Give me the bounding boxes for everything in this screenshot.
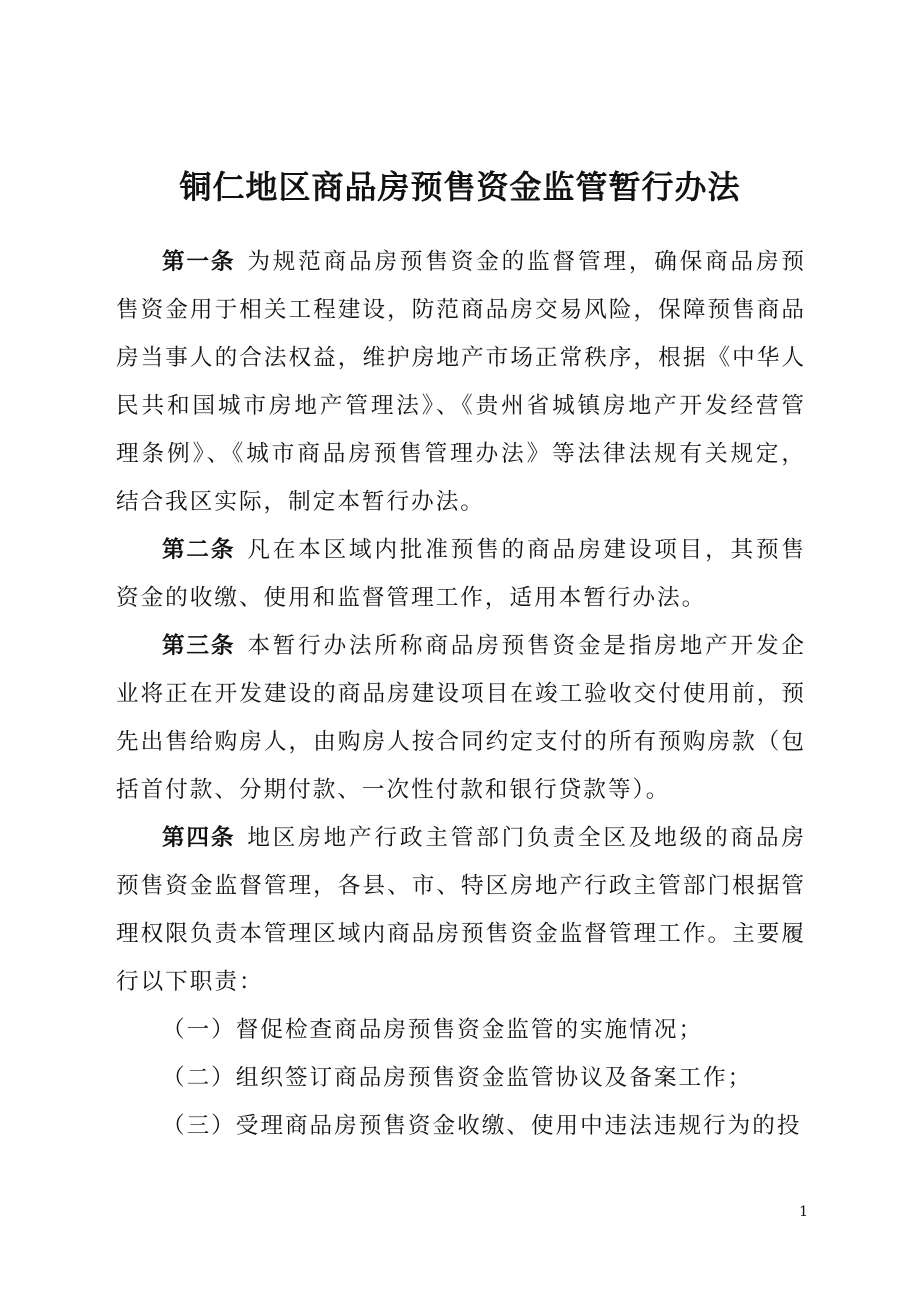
article-paragraph [116, 622, 806, 814]
article-label: 第一条 [162, 249, 236, 275]
article-paragraph [116, 238, 806, 526]
article-text: 凡在本区域内批准预售的商品房建设项目，其预售资金的收缴、使用和监督管理工作，适用本暂行办法。 [116, 537, 807, 611]
duty-list-item: （一）督促检查商品房预售资金监管的实施情况； [162, 1017, 704, 1043]
page-number: 1 [799, 1204, 808, 1220]
article-paragraph [116, 814, 806, 1006]
duty-list-item: （三）受理商品房预售资金收缴、使用中违法违规行为的投 [162, 1113, 802, 1139]
document-body [116, 238, 806, 1150]
article-text: 本暂行办法所称商品房预售资金是指房地产开发企业将正在开发建设的商品房建设项目在竣工验收交付使用前，预先出售给购房人，由购房人按合同约定支付的所有预购房款（包括首付款、分期付款、一次性付款和银行贷款等）。 [116, 633, 807, 803]
article-label: 第四条 [162, 825, 236, 851]
document-title: 铜仁地区商品房预售资金监管暂行办法 [179, 168, 741, 207]
duty-list-item: （二）组织签订商品房预售资金监管协议及备案工作； [162, 1065, 753, 1091]
article-label: 第二条 [162, 537, 236, 563]
article-text: 地区房地产行政主管部门负责全区及地级的商品房预售资金监督管理，各县、市、特区房地产行政主管部门根据管理权限负责本管理区域内商品房预售资金监督管理工作。主要履行以下职责： [116, 825, 807, 995]
article-paragraph [116, 526, 806, 622]
article-label: 第三条 [162, 633, 236, 659]
article-text: 为规范商品房预售资金的监督管理，确保商品房预售资金用于相关工程建设，防范商品房交易风险，保障预售商品房当事人的合法权益，维护房地产市场正常秩序，根据《中华人民共和国城市房地产管理法》、《贵州省城镇房地产开发经营管理条例》、《城市商品房预售管理办法》等法律法规有关规定，结合我区实际，制定本暂行办法。 [116, 249, 807, 515]
